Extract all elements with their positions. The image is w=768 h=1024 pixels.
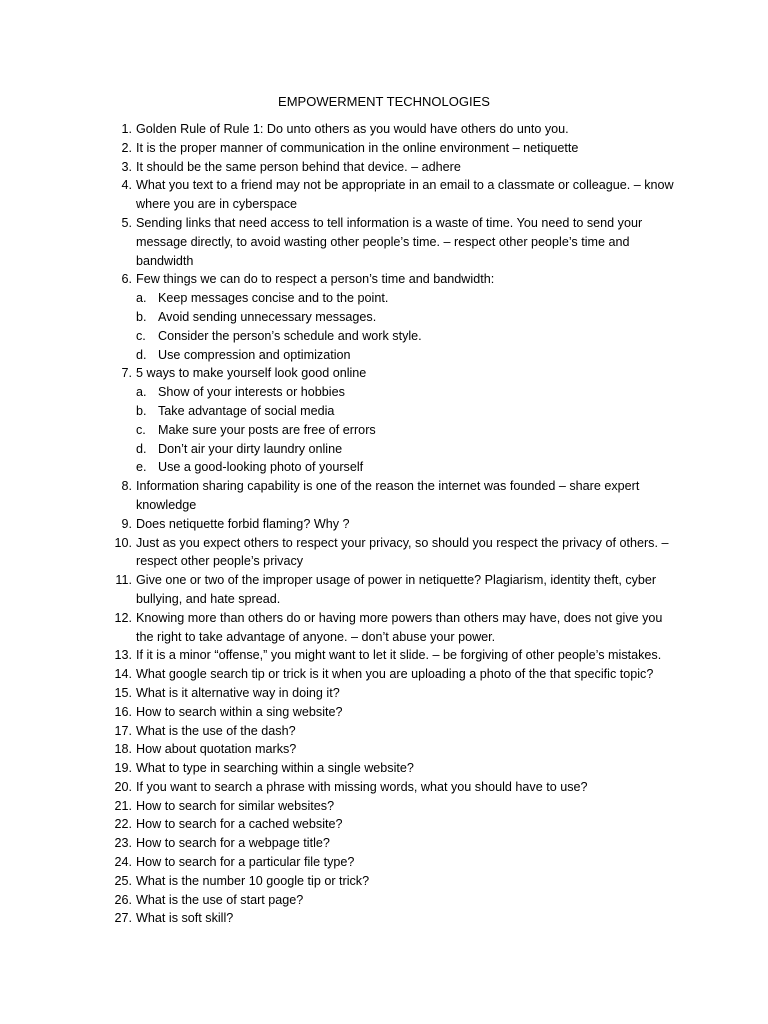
- list-item: [0, 722, 768, 741]
- list-item-text: What is it alternative way in doing it?: [136, 685, 340, 700]
- list-item: [0, 834, 768, 853]
- list-item-text: How to search for a webpage title?: [136, 836, 330, 851]
- list-item-number: 23.: [114, 836, 132, 851]
- list-item: [0, 477, 768, 515]
- list-item: [0, 646, 768, 665]
- list-item-number: 8.: [121, 479, 132, 494]
- list-item: [0, 684, 768, 703]
- list-item: [0, 778, 768, 797]
- list-item-text: How to search for similar websites?: [136, 798, 335, 813]
- list-item: [0, 364, 768, 383]
- list-item: [0, 214, 768, 270]
- list-item-text: What is the use of the dash?: [136, 723, 296, 738]
- sub-list-item-text: Avoid sending unnecessary messages.: [158, 309, 377, 324]
- list-item-text: It should be the same person behind that device. – adhere: [136, 159, 461, 174]
- sub-list-item-letter: b.: [136, 403, 147, 418]
- list-item-number: 1.: [121, 122, 132, 136]
- list-item: [0, 909, 768, 928]
- list-item-number: 22.: [114, 817, 132, 832]
- list-item-text: 5 ways to make yourself look good online: [136, 366, 367, 381]
- list-item-number: 18.: [114, 742, 132, 757]
- list-item-number: 6.: [121, 272, 132, 287]
- sub-list-item-letter: e.: [136, 460, 147, 475]
- list-item-text: It is the proper manner of communication in the online environment – netiquette: [136, 140, 579, 155]
- list-item-text: What you text to a friend may not be appropriate in an email to a classmate or colleague. – know where you are in cyberspace: [136, 178, 674, 212]
- list-item-number: 7.: [121, 366, 132, 381]
- sub-list-item-text: Use a good-looking photo of yourself: [158, 460, 364, 475]
- list-item-number: 27.: [114, 911, 132, 926]
- list-item-text: How to search within a sing website?: [136, 704, 343, 719]
- list-item-text: What is the use of start page?: [136, 892, 304, 907]
- list-item-text: Just as you expect others to respect your privacy, so should you respect the privacy of others. – respect other people’s privacy: [136, 535, 669, 569]
- list-item: [0, 176, 768, 214]
- list-item-number: 20.: [114, 779, 132, 794]
- list-item-number: 2.: [121, 140, 132, 155]
- list-item: [0, 270, 768, 289]
- numbered-list: [0, 120, 768, 928]
- sub-list-item: [0, 308, 768, 327]
- list-item: [0, 515, 768, 534]
- list-item: [0, 534, 768, 572]
- document-title: EMPOWERMENT TECHNOLOGIES: [278, 94, 490, 109]
- list-item-number: 3.: [121, 159, 132, 174]
- list-item-text: How to search for a cached website?: [136, 817, 343, 832]
- list-item-number: 5.: [121, 215, 132, 230]
- list-item-text: Knowing more than others do or having more powers than others may have, does not give you the right to take advantage of anyone. – don’t abuse your power.: [136, 610, 663, 644]
- list-item-text: Give one or two of the improper usage of power in netiquette? Plagiarism, identity theft, cyber bullying, and hate spread.: [136, 573, 657, 606]
- sub-list-item-text: Take advantage of social media: [158, 403, 335, 418]
- list-item-text: Information sharing capability is one of the reason the internet was founded – share expert knowledge: [136, 479, 640, 512]
- sub-list-item-letter: d.: [136, 347, 147, 362]
- list-item-number: 19.: [114, 761, 132, 776]
- list-item-number: 9.: [121, 516, 132, 531]
- sub-list-item: [0, 402, 768, 421]
- sub-list-item-letter: a.: [136, 291, 147, 306]
- list-item: [0, 665, 768, 684]
- sub-list-item-letter: b.: [136, 309, 147, 324]
- list-item-number: 11.: [115, 573, 132, 588]
- list-item-text: Golden Rule of Rule 1: Do unto others as you would have others do unto you.: [136, 122, 569, 136]
- sub-list-item-text: Keep messages concise and to the point.: [158, 291, 389, 306]
- sub-list-item: [0, 383, 768, 402]
- sub-list-item-letter: c.: [136, 328, 146, 343]
- list-item-number: 17.: [114, 723, 132, 738]
- list-item: [0, 853, 768, 872]
- sub-list-item-text: Make sure your posts are free of errors: [158, 422, 376, 437]
- list-item-text: What to type in searching within a single website?: [136, 761, 414, 776]
- list-item-text: How to search for a particular file type?: [136, 855, 355, 870]
- sub-list-item-letter: c.: [136, 422, 146, 437]
- sub-list-item-text: Use compression and optimization: [158, 347, 351, 362]
- sub-list-item: [0, 440, 768, 459]
- sub-list-item: [0, 289, 768, 308]
- list-item-number: 12.: [114, 610, 132, 625]
- list-item: [0, 815, 768, 834]
- list-item: [0, 571, 768, 609]
- list-item-number: 15.: [114, 685, 132, 700]
- list-item-text: If you want to search a phrase with missing words, what you should have to use?: [136, 779, 588, 794]
- list-item-text: What is soft skill?: [136, 911, 234, 926]
- list-item: [0, 759, 768, 778]
- list-item-number: 4.: [121, 178, 132, 193]
- list-item-number: 10.: [114, 535, 132, 550]
- sub-list-item: [0, 327, 768, 346]
- list-item: [0, 797, 768, 816]
- list-item-text: What google search tip or trick is it when you are uploading a photo of the that specific topic?: [136, 667, 654, 682]
- sub-list-item-text: Show of your interests or hobbies: [158, 385, 345, 400]
- sub-list-item: [0, 458, 768, 477]
- list-item: [0, 703, 768, 722]
- list-item-text: Does netiquette forbid flaming? Why ?: [136, 516, 350, 531]
- sub-list-item-letter: d.: [136, 441, 147, 456]
- list-item-text: What is the number 10 google tip or trick?: [136, 873, 370, 888]
- sub-list-item-letter: a.: [136, 385, 147, 400]
- list-item-number: 16.: [114, 704, 132, 719]
- list-item-number: 26.: [114, 892, 132, 907]
- sub-list-item: [0, 421, 768, 440]
- list-item-number: 13.: [114, 648, 132, 663]
- list-item: [0, 891, 768, 910]
- list-item: [0, 120, 768, 139]
- list-item-number: 21.: [114, 798, 132, 813]
- list-item-text: If it is a minor “offense,” you might want to let it slide. – be forgiving of other people’s mistakes.: [136, 648, 662, 663]
- list-item: [0, 609, 768, 647]
- sub-list-item-text: Don’t air your dirty laundry online: [158, 441, 343, 456]
- list-item-number: 25.: [114, 873, 132, 888]
- list-item: [0, 740, 768, 759]
- sub-list-item-text: Consider the person’s schedule and work style.: [158, 328, 422, 343]
- list-item-number: 14.: [114, 667, 132, 682]
- list-item-text: Sending links that need access to tell information is a waste of time. You need to send your message directly, to avoid wasting other people’s time. – respect other people’s time and bandwidth: [136, 215, 643, 268]
- list-item-text: Few things we can do to respect a person’s time and bandwidth:: [136, 272, 495, 287]
- list-item: [0, 139, 768, 158]
- list-item: [0, 872, 768, 891]
- list-item-number: 24.: [114, 855, 132, 870]
- list-item: [0, 158, 768, 177]
- sub-list-item: [0, 346, 768, 365]
- list-item-text: How about quotation marks?: [136, 742, 297, 757]
